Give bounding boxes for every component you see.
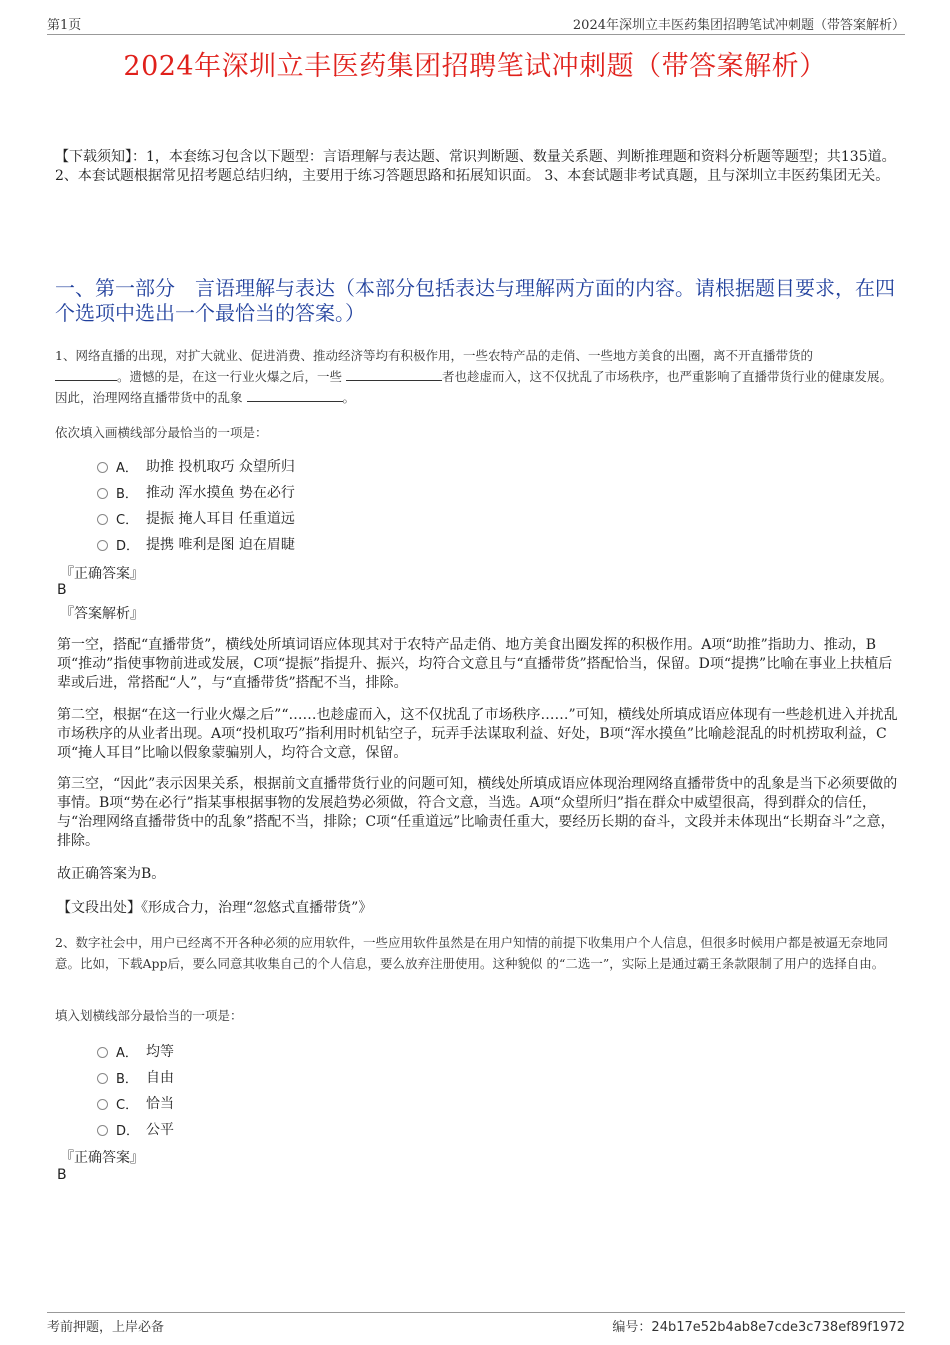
q1-text-part1: 1、网络直播的出现，对扩大就业、促进消费、推动经济等均有积极作用，一些农特产品的走俏、一些地方美食的出圈，离不开直播带货的	[55, 348, 813, 363]
question-2-text: 2、数字社会中，用户已经离不开各种必须的应用软件，一些应用软件虽然是在用户知情的前提下收集用户个人信息，但很多时候用户都是被逼无奈地同意。比如，下载App后，要么同意其收集自己的个人信息，要么放弃注册使用。这种貌似 的“二选一”，实际上是通过霸王条款限制了用户的选择自由。	[55, 935, 888, 971]
document-title: 2024年深圳立丰医药集团招聘笔试冲刺题（带答案解析）	[123, 51, 827, 82]
radio-icon[interactable]	[97, 1073, 108, 1084]
header-doc-title: 2024年深圳立丰医药集团招聘笔试冲刺题（带答案解析）	[572, 18, 905, 33]
q1-option-b[interactable]: B． 推动 浑水摸鱼 势在必行	[97, 479, 295, 505]
radio-icon[interactable]	[97, 540, 108, 551]
radio-icon[interactable]	[97, 488, 108, 499]
q2-answer: B	[57, 1167, 67, 1183]
q1-prompt: 依次填入画横线部分最恰当的一项是：	[55, 425, 268, 440]
q1-blank-2	[346, 368, 442, 381]
download-notice: 【下载须知】：1，本套练习包含以下题型：言语理解与表达题、常识判断题、数量关系题、判断推理题和资料分析题等题型；共135道。 2、本套试题根据常见招考题总结归纳，主要用于练习答题思路和拓展知识面。 3、本套试题非考试真题，且与深圳立丰医药集团无关。	[55, 149, 896, 184]
footer-slogan: 考前押题，上岸必备	[47, 1320, 165, 1335]
q2-option-c[interactable]: C． 恰当	[97, 1090, 174, 1116]
radio-icon[interactable]	[97, 1099, 108, 1110]
q1-text-part4: 。	[342, 390, 356, 405]
section-heading: 一、第一部分 言语理解与表达（本部分包括表达与理解两方面的内容。请根据题目要求，在四个选项中选出一个最恰当的答案。）	[55, 276, 895, 325]
q1-text-part2: 。遗憾的是，在这一行业火爆之后，一些	[117, 369, 343, 384]
radio-icon[interactable]	[97, 1125, 108, 1136]
q2-answer-label: 『正确答案』	[60, 1150, 144, 1166]
q1-analysis-paragraph-1: 第一空，搭配“直播带货”，横线处所填词语应体现其对于农特产品走俏、地方美食出圈发挥的积极作用。A项“助推”指助力、推动，B项“推动”指使事物前进或发展，C项“提振”指提升、振兴，均符合文意且与“直播带货”搭配恰当，保留。D项“提携”比喻在事业上扶植后辈或后进，常搭配“人”，与“直播带货”搭配不当，排除。	[57, 637, 893, 691]
page-header	[47, 12, 905, 35]
q2-option-a[interactable]: A． 均等	[97, 1038, 174, 1064]
q2-option-b[interactable]: B． 自由	[97, 1064, 174, 1090]
q1-text-part3: 者也趁虚而入，这不仅扰乱了市场秩序，也严重影响了直播带货行业的健康发展。因此，治理网络直播带货中的乱象	[55, 369, 893, 405]
radio-icon[interactable]	[97, 462, 108, 473]
page-footer	[47, 1312, 905, 1335]
q1-answer-label: 『正确答案』	[60, 566, 144, 582]
q1-option-c[interactable]: C． 提振 掩人耳目 任重道远	[97, 505, 295, 531]
radio-icon[interactable]	[97, 1047, 108, 1058]
q1-answer: B	[57, 582, 67, 598]
q1-conclusion: 故正确答案为B。	[57, 866, 166, 882]
q1-option-a[interactable]: A． 助推 投机取巧 众望所归	[97, 453, 295, 479]
q1-blank-3	[247, 389, 343, 402]
q1-analysis-paragraph-2: 第二空，根据“在这一行业火爆之后”“……也趁虚而入，这不仅扰乱了市场秩序……”可知，横线处所填成语应体现有一些趁机进入并扰乱市场秩序的从业者出现。A项“投机取巧”指利用时机钻空子，玩弄手法谋取利益、好处，B项“浑水摸鱼”比喻趁混乱的时机捞取利益，C项“掩人耳目”比喻以假象蒙骗别人，均符合文意，保留。	[57, 707, 898, 761]
q1-source: 【文段出处】《形成合力，治理“忽悠式直播带货”》	[57, 900, 373, 916]
q2-options	[97, 1038, 174, 1142]
q1-analysis-label: 『答案解析』	[60, 606, 144, 622]
footer-code: 编号：24b17e52b4ab8e7cde3c738ef89f1972	[612, 1320, 905, 1335]
q2-option-d[interactable]: D． 公平	[97, 1116, 174, 1142]
page-number: 第1页	[47, 18, 82, 33]
q1-blank-1	[55, 368, 117, 381]
q2-prompt: 填入划横线部分最恰当的一项是：	[55, 1008, 243, 1023]
q1-options	[97, 453, 295, 557]
q1-option-d[interactable]: D． 提携 唯利是图 迫在眉睫	[97, 531, 295, 557]
question-1-text	[55, 345, 900, 408]
radio-icon[interactable]	[97, 514, 108, 525]
q1-analysis-paragraph-3: 第三空，“因此”表示因果关系，根据前文直播带货行业的问题可知，横线处所填成语应体现治理网络直播带货中的乱象是当下必须要做的事情。B项“势在必行”指某事根据事物的发展趋势必须做，符合文意，当选。A项“众望所归”指在群众中威望很高，得到群众的信任，与“治理网络直播带货中的乱象”搭配不当，排除；C项“任重道远”比喻责任重大，要经历长期的奋斗，文段并未体现出“长期奋斗”之意，排除。	[57, 776, 898, 849]
